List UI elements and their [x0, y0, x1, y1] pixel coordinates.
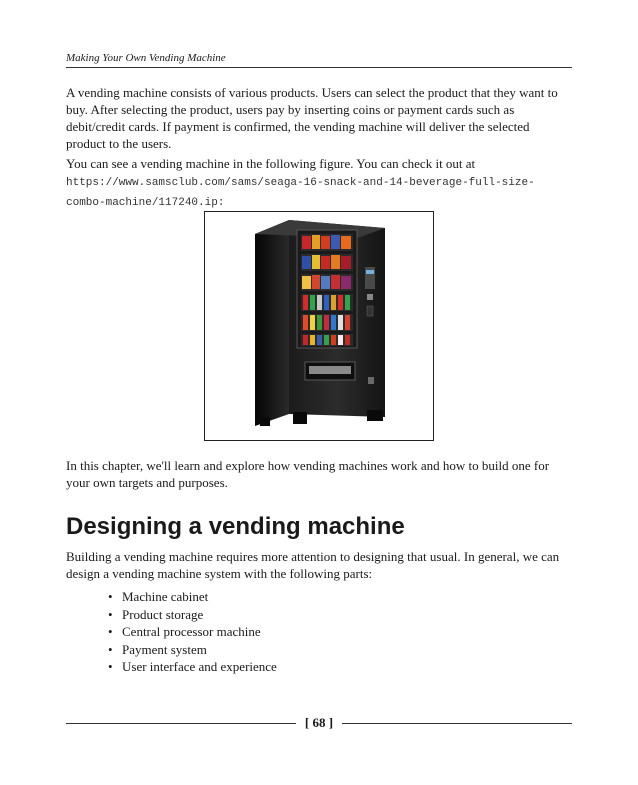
chapter-overview-paragraph: In this chapter, we'll learn and explore how vending machines work and how to build one for your own targets and purposes. — [66, 458, 550, 490]
intro-paragraph: A vending machine consists of various products. Users can select the product that they want to buy. After selecting the product, users pay by inserting coins or payment cards such as debit/credit cards. If payment is confirmed, the vending machine will deliver the selected product to the users. — [66, 85, 558, 151]
vending-machine-figure — [204, 211, 434, 441]
list-item: • Machine cabinet — [108, 588, 277, 606]
list-item: • User interface and experience — [108, 658, 277, 676]
product-url: https://www.samsclub.com/sams/seaga-16-snack-and-14-beverage-full-size-combo-machine/117240.ip — [66, 177, 535, 209]
vending-machine-icon — [205, 212, 433, 440]
url-colon: : — [217, 197, 225, 209]
list-item: • Product storage — [108, 606, 277, 624]
page-number: [ 68 ] — [304, 715, 334, 730]
list-item: • Central processor machine — [108, 623, 277, 641]
parts-list — [108, 588, 277, 676]
running-header: Making Your Own Vending Machine — [66, 52, 572, 68]
footer-rule-left — [66, 723, 296, 724]
footer-rule-right — [342, 723, 572, 724]
section-body-paragraph: Building a vending machine requires more attention to designing that usual. In general, we can design a vending machine system with the following parts: — [66, 549, 560, 581]
list-item: • Payment system — [108, 641, 277, 659]
figure-reference-paragraph — [66, 155, 572, 212]
section-heading: Designing a vending machine — [66, 513, 405, 540]
figure-reference-text: You can see a vending machine in the following figure. You can check it out at — [66, 156, 476, 171]
